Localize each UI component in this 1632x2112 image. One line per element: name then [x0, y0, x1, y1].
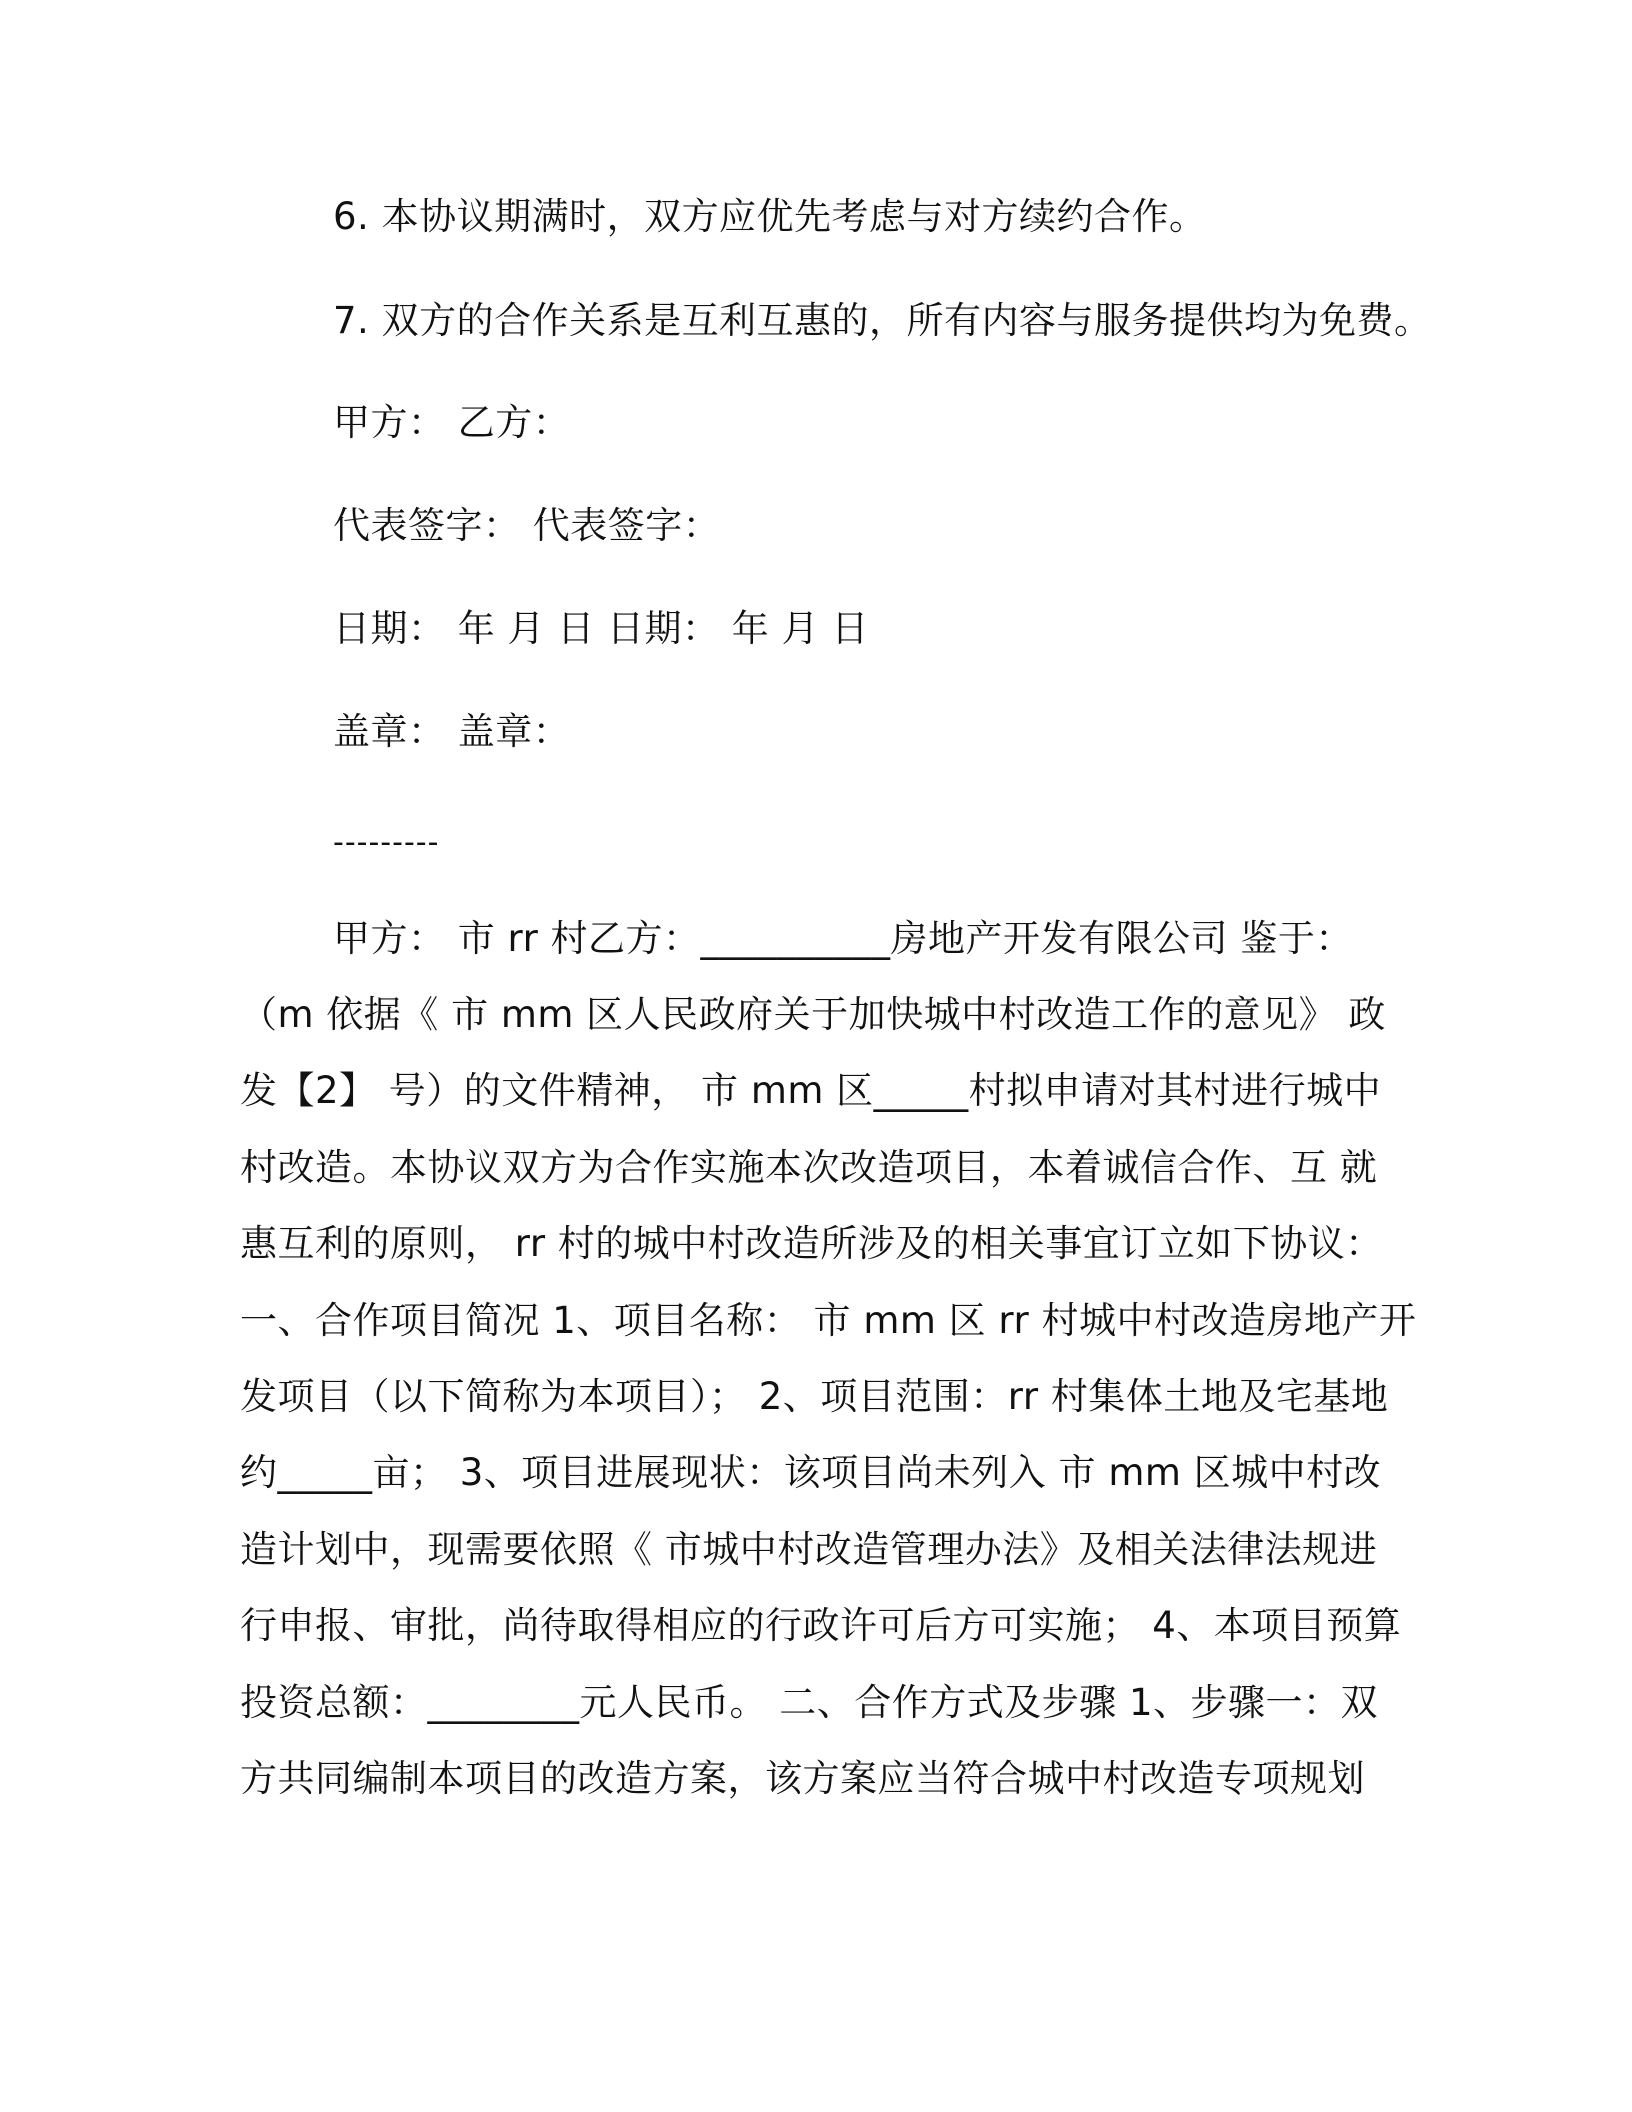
agreement-line: 发【2】 号）的文件精神， 市 mm 区_____村拟申请对其村进行城中	[240, 1069, 1382, 1112]
agreement-line: 甲方： 市 rr 村乙方：__________房地产开发有限公司 鉴于：	[333, 917, 1353, 960]
clause-item-7: 7. 双方的合作关系是互利互惠的，所有内容与服务提供均为免费。	[333, 299, 1432, 342]
signature-dates: 日期： 年 月 日 日期： 年 月 日	[333, 607, 869, 650]
signature-seals: 盖章： 盖章：	[333, 710, 571, 753]
agreement-line: （m 依据《 市 mm 区人民政府关于加快城中村改造工作的意见》 政	[240, 993, 1386, 1036]
agreement-line: 约_____亩； 3、项目进展现状：该项目尚未列入 市 mm 区城中村改	[240, 1451, 1382, 1494]
clause-item-6: 6. 本协议期满时，双方应优先考虑与对方续约合作。	[333, 195, 1207, 238]
signature-parties: 甲方： 乙方：	[333, 401, 571, 444]
agreement-line: 惠互利的原则， rr 村的城中村改造所涉及的相关事宜订立如下协议：	[240, 1222, 1383, 1265]
agreement-line: 投资总额：________元人民币。 二、合作方式及步骤 1、步骤一：双	[240, 1681, 1379, 1724]
agreement-line: 村改造。本协议双方为合作实施本次改造项目，本着诚信合作、互 就	[240, 1146, 1378, 1189]
agreement-line: 发项目（以下简称为本项目）； 2、项目范围：rr 村集体土地及宅基地	[240, 1375, 1389, 1418]
agreement-line: 造计划中，现需要依照《 市城中村改造管理办法》及相关法律法规进	[240, 1528, 1378, 1571]
agreement-line: 一、合作项目简况 1、项目名称： 市 mm 区 rr 村城中村改造房地产开	[240, 1299, 1417, 1342]
agreement-line: 行申报、审批，尚待取得相应的行政许可后方可实施； 4、本项目预算	[240, 1604, 1402, 1647]
agreement-line: 方共同编制本项目的改造方案，该方案应当符合城中村改造专项规划	[240, 1757, 1365, 1800]
signature-representatives: 代表签字： 代表签字：	[333, 504, 721, 547]
section-divider: ---------	[333, 825, 440, 860]
